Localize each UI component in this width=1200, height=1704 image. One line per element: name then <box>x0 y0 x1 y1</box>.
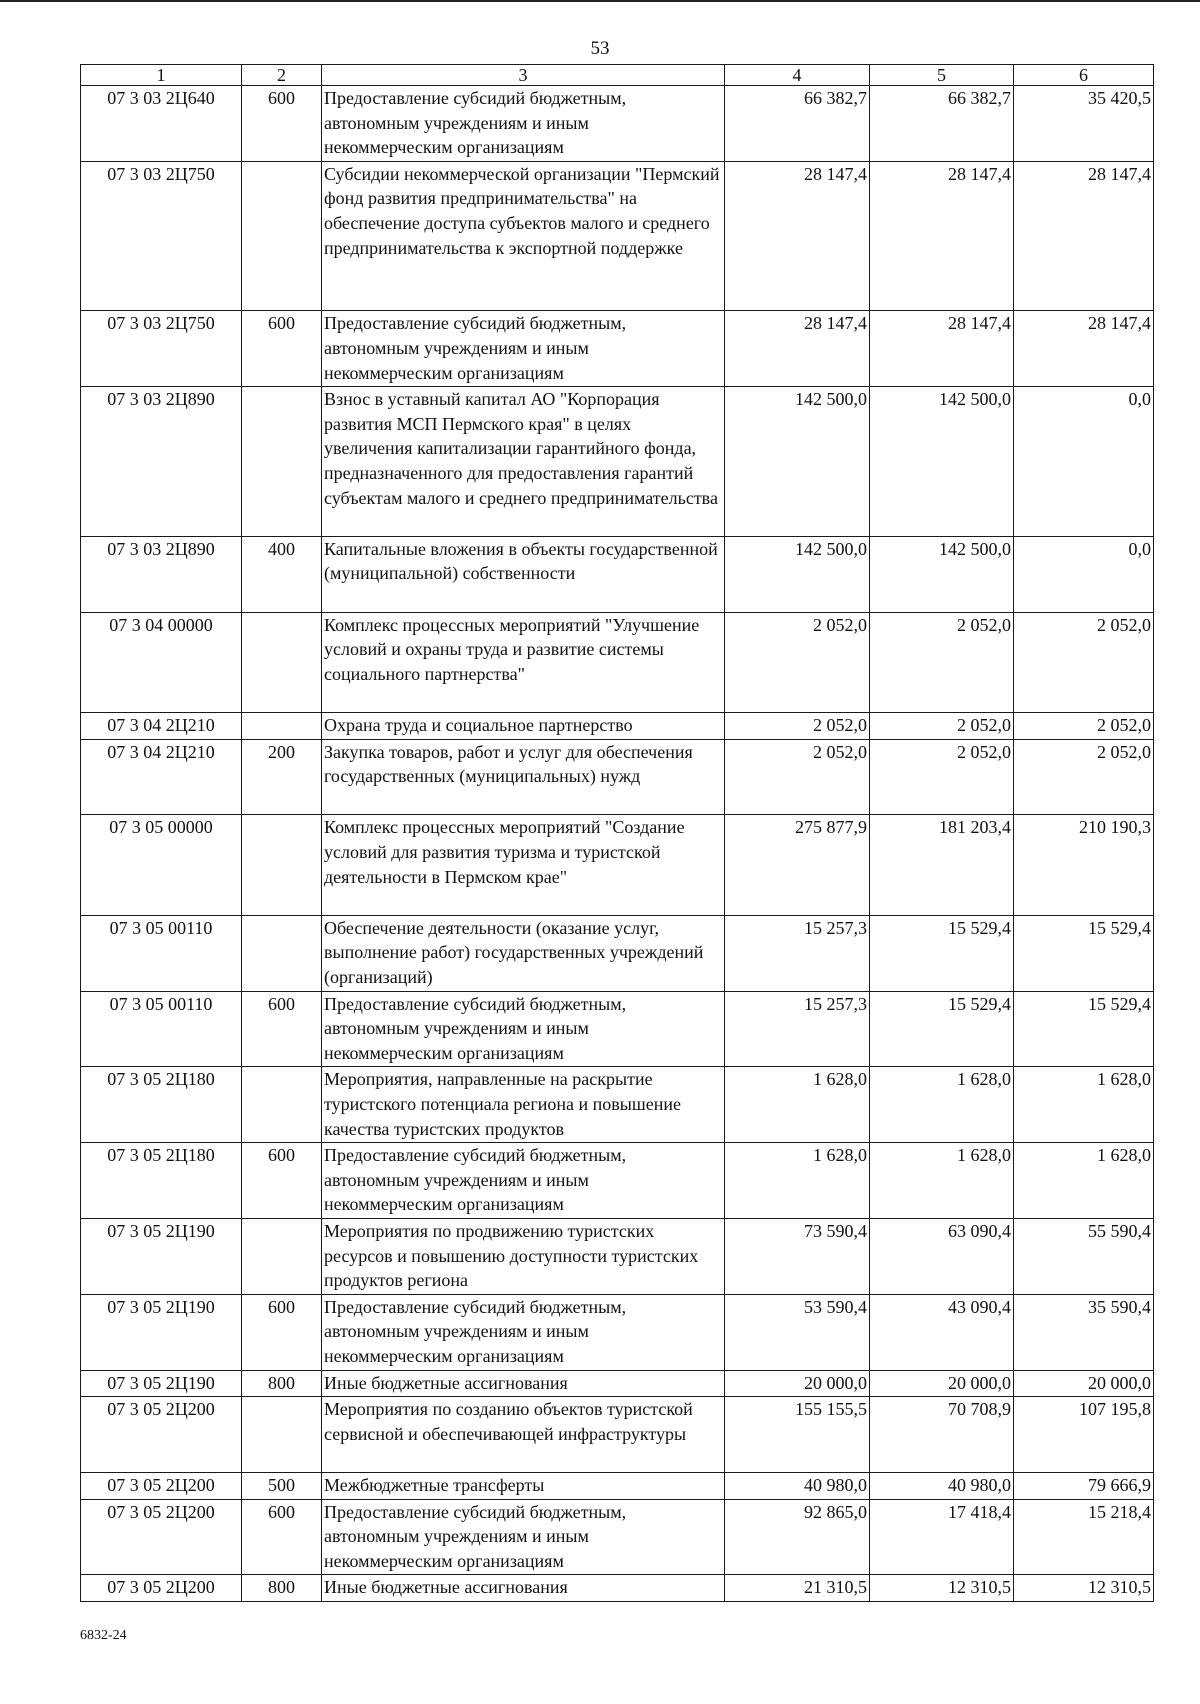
row-name-cell: Субсидии некоммерческой организации "Пермский фонд развития предпринимательства" на обеспечение доступа субъектов малого и среднего предпринимательства к экспортной поддержке <box>322 161 725 311</box>
row-value-col4-cell: 142 500,0 <box>725 536 870 612</box>
row-expense-type-cell <box>242 161 322 311</box>
row-value-col6-cell: 15 529,4 <box>1014 991 1154 1067</box>
row-expense-type-cell: 600 <box>242 991 322 1067</box>
table-row <box>81 1294 1154 1370</box>
row-code-cell: 07 3 05 2Ц190 <box>81 1370 242 1397</box>
row-value-col4-cell: 53 590,4 <box>725 1294 870 1370</box>
row-code-cell: 07 3 03 2Ц640 <box>81 86 242 162</box>
table-row <box>81 739 1154 815</box>
table-row <box>81 1575 1154 1602</box>
table-row <box>81 815 1154 915</box>
row-expense-type-cell <box>242 1067 322 1143</box>
row-value-col5-cell: 142 500,0 <box>870 536 1014 612</box>
row-value-col6-cell: 1 628,0 <box>1014 1143 1154 1219</box>
row-code-cell: 07 3 04 00000 <box>81 612 242 712</box>
row-code-cell: 07 3 05 2Ц200 <box>81 1499 242 1575</box>
table-row <box>81 311 1154 387</box>
row-name-cell: Взнос в уставный капитал АО "Корпорация развития МСП Пермского края" в целях увеличения капитализации гарантийного фонда, предназначенного для предоставления гарантий субъектам малого и среднего предпринимательства <box>322 387 725 537</box>
row-name-cell: Предоставление субсидий бюджетным, автономным учреждениям и иным некоммерческим организациям <box>322 1499 725 1575</box>
row-name-cell: Иные бюджетные ассигнования <box>322 1370 725 1397</box>
row-expense-type-cell <box>242 387 322 537</box>
row-value-col4-cell: 155 155,5 <box>725 1397 870 1473</box>
row-value-col6-cell: 2 052,0 <box>1014 739 1154 815</box>
row-name-cell: Предоставление субсидий бюджетным, автономным учреждениям и иным некоммерческим организациям <box>322 311 725 387</box>
row-expense-type-cell: 400 <box>242 536 322 612</box>
row-value-col4-cell: 1 628,0 <box>725 1067 870 1143</box>
row-code-cell: 07 3 05 2Ц180 <box>81 1067 242 1143</box>
row-name-cell: Предоставление субсидий бюджетным, автономным учреждениям и иным некоммерческим организациям <box>322 1143 725 1219</box>
row-value-col6-cell: 1 628,0 <box>1014 1067 1154 1143</box>
row-value-col5-cell: 181 203,4 <box>870 815 1014 915</box>
row-value-col6-cell: 15 218,4 <box>1014 1499 1154 1575</box>
row-code-cell: 07 3 05 00000 <box>81 815 242 915</box>
row-name-cell: Мероприятия по созданию объектов туристской сервисной и обеспечивающей инфраструктуры <box>322 1397 725 1473</box>
row-code-cell: 07 3 05 00110 <box>81 915 242 991</box>
table-row <box>81 612 1154 712</box>
row-value-col5-cell: 12 310,5 <box>870 1575 1014 1602</box>
row-value-col4-cell: 21 310,5 <box>725 1575 870 1602</box>
row-code-cell: 07 3 03 2Ц890 <box>81 536 242 612</box>
row-value-col5-cell: 20 000,0 <box>870 1370 1014 1397</box>
header-col-3: 3 <box>322 65 725 86</box>
row-value-col4-cell: 28 147,4 <box>725 161 870 311</box>
row-value-col4-cell: 2 052,0 <box>725 739 870 815</box>
row-value-col6-cell: 12 310,5 <box>1014 1575 1154 1602</box>
table-row <box>81 536 1154 612</box>
row-value-col5-cell: 1 628,0 <box>870 1143 1014 1219</box>
row-expense-type-cell: 600 <box>242 1294 322 1370</box>
row-value-col5-cell: 17 418,4 <box>870 1499 1014 1575</box>
row-value-col4-cell: 15 257,3 <box>725 991 870 1067</box>
table-row <box>81 1143 1154 1219</box>
row-value-col6-cell: 20 000,0 <box>1014 1370 1154 1397</box>
row-value-col6-cell: 55 590,4 <box>1014 1218 1154 1294</box>
row-value-col4-cell: 15 257,3 <box>725 915 870 991</box>
row-code-cell: 07 3 05 2Ц190 <box>81 1218 242 1294</box>
row-value-col6-cell: 2 052,0 <box>1014 712 1154 739</box>
row-expense-type-cell: 600 <box>242 86 322 162</box>
row-name-cell: Капитальные вложения в объекты государственной (муниципальной) собственности <box>322 536 725 612</box>
row-code-cell: 07 3 05 00110 <box>81 991 242 1067</box>
row-code-cell: 07 3 03 2Ц750 <box>81 311 242 387</box>
row-value-col5-cell: 1 628,0 <box>870 1067 1014 1143</box>
row-value-col4-cell: 2 052,0 <box>725 712 870 739</box>
row-code-cell: 07 3 05 2Ц200 <box>81 1472 242 1499</box>
row-code-cell: 07 3 05 2Ц200 <box>81 1575 242 1602</box>
row-code-cell: 07 3 05 2Ц190 <box>81 1294 242 1370</box>
row-code-cell: 07 3 05 2Ц180 <box>81 1143 242 1219</box>
row-value-col4-cell: 275 877,9 <box>725 815 870 915</box>
row-code-cell: 07 3 05 2Ц200 <box>81 1397 242 1473</box>
row-value-col6-cell: 28 147,4 <box>1014 311 1154 387</box>
budget-table <box>80 64 1154 1602</box>
document-code: 6832-24 <box>80 1628 127 1643</box>
row-value-col4-cell: 2 052,0 <box>725 612 870 712</box>
row-value-col5-cell: 2 052,0 <box>870 612 1014 712</box>
row-code-cell: 07 3 04 2Ц210 <box>81 739 242 815</box>
row-value-col4-cell: 73 590,4 <box>725 1218 870 1294</box>
table-row <box>81 1218 1154 1294</box>
row-value-col6-cell: 35 590,4 <box>1014 1294 1154 1370</box>
row-value-col5-cell: 70 708,9 <box>870 1397 1014 1473</box>
table-row <box>81 1472 1154 1499</box>
row-name-cell: Предоставление субсидий бюджетным, автономным учреждениям и иным некоммерческим организациям <box>322 991 725 1067</box>
row-value-col6-cell: 35 420,5 <box>1014 86 1154 162</box>
row-value-col5-cell: 2 052,0 <box>870 739 1014 815</box>
row-code-cell: 07 3 03 2Ц750 <box>81 161 242 311</box>
row-name-cell: Комплекс процессных мероприятий "Создание условий для развития туризма и туристской деятельности в Пермском крае" <box>322 815 725 915</box>
header-row <box>81 65 1154 86</box>
table-row <box>81 712 1154 739</box>
row-value-col5-cell: 2 052,0 <box>870 712 1014 739</box>
row-value-col5-cell: 142 500,0 <box>870 387 1014 537</box>
row-value-col5-cell: 43 090,4 <box>870 1294 1014 1370</box>
row-value-col4-cell: 28 147,4 <box>725 311 870 387</box>
row-expense-type-cell <box>242 712 322 739</box>
row-name-cell: Комплекс процессных мероприятий "Улучшение условий и охраны труда и развитие системы социального партнерства" <box>322 612 725 712</box>
row-value-col4-cell: 20 000,0 <box>725 1370 870 1397</box>
row-name-cell: Закупка товаров, работ и услуг для обеспечения государственных (муниципальных) нужд <box>322 739 725 815</box>
row-value-col4-cell: 142 500,0 <box>725 387 870 537</box>
row-expense-type-cell: 600 <box>242 1499 322 1575</box>
row-expense-type-cell <box>242 1218 322 1294</box>
row-expense-type-cell <box>242 1397 322 1473</box>
row-value-col6-cell: 0,0 <box>1014 387 1154 537</box>
table-row <box>81 1499 1154 1575</box>
table-row <box>81 387 1154 537</box>
page-number: 53 <box>590 38 610 59</box>
header-col-5: 5 <box>870 65 1014 86</box>
row-expense-type-cell: 600 <box>242 1143 322 1219</box>
row-value-col6-cell: 210 190,3 <box>1014 815 1154 915</box>
row-name-cell: Предоставление субсидий бюджетным, автономным учреждениям и иным некоммерческим организациям <box>322 1294 725 1370</box>
header-col-2: 2 <box>242 65 322 86</box>
row-value-col5-cell: 63 090,4 <box>870 1218 1014 1294</box>
row-value-col4-cell: 92 865,0 <box>725 1499 870 1575</box>
row-expense-type-cell: 600 <box>242 311 322 387</box>
row-expense-type-cell: 800 <box>242 1370 322 1397</box>
row-value-col5-cell: 28 147,4 <box>870 311 1014 387</box>
table-row <box>81 161 1154 311</box>
row-expense-type-cell <box>242 815 322 915</box>
row-value-col5-cell: 40 980,0 <box>870 1472 1014 1499</box>
table-row <box>81 1067 1154 1143</box>
row-name-cell: Иные бюджетные ассигнования <box>322 1575 725 1602</box>
header-col-4: 4 <box>725 65 870 86</box>
row-value-col6-cell: 0,0 <box>1014 536 1154 612</box>
row-value-col6-cell: 79 666,9 <box>1014 1472 1154 1499</box>
row-name-cell: Мероприятия, направленные на раскрытие туристского потенциала региона и повышение качества туристских продуктов <box>322 1067 725 1143</box>
row-expense-type-cell: 500 <box>242 1472 322 1499</box>
row-value-col6-cell: 2 052,0 <box>1014 612 1154 712</box>
header-col-6: 6 <box>1014 65 1154 86</box>
row-name-cell: Межбюджетные трансферты <box>322 1472 725 1499</box>
row-value-col4-cell: 1 628,0 <box>725 1143 870 1219</box>
row-name-cell: Предоставление субсидий бюджетным, автономным учреждениям и иным некоммерческим организациям <box>322 86 725 162</box>
row-value-col5-cell: 15 529,4 <box>870 991 1014 1067</box>
row-value-col4-cell: 40 980,0 <box>725 1472 870 1499</box>
top-border-line <box>0 0 1200 2</box>
table-row <box>81 1370 1154 1397</box>
row-expense-type-cell <box>242 915 322 991</box>
row-code-cell: 07 3 04 2Ц210 <box>81 712 242 739</box>
row-value-col5-cell: 28 147,4 <box>870 161 1014 311</box>
row-name-cell: Охрана труда и социальное партнерство <box>322 712 725 739</box>
row-expense-type-cell <box>242 612 322 712</box>
header-col-1: 1 <box>81 65 242 86</box>
row-value-col5-cell: 66 382,7 <box>870 86 1014 162</box>
row-expense-type-cell: 800 <box>242 1575 322 1602</box>
row-value-col5-cell: 15 529,4 <box>870 915 1014 991</box>
table-row <box>81 991 1154 1067</box>
table-row <box>81 915 1154 991</box>
row-value-col6-cell: 15 529,4 <box>1014 915 1154 991</box>
row-value-col4-cell: 66 382,7 <box>725 86 870 162</box>
row-code-cell: 07 3 03 2Ц890 <box>81 387 242 537</box>
table-row <box>81 1397 1154 1473</box>
row-name-cell: Мероприятия по продвижению туристских ресурсов и повышению доступности туристских продуктов региона <box>322 1218 725 1294</box>
row-value-col6-cell: 107 195,8 <box>1014 1397 1154 1473</box>
row-value-col6-cell: 28 147,4 <box>1014 161 1154 311</box>
table-row <box>81 86 1154 162</box>
row-name-cell: Обеспечение деятельности (оказание услуг, выполнение работ) государственных учреждений (организаций) <box>322 915 725 991</box>
row-expense-type-cell: 200 <box>242 739 322 815</box>
